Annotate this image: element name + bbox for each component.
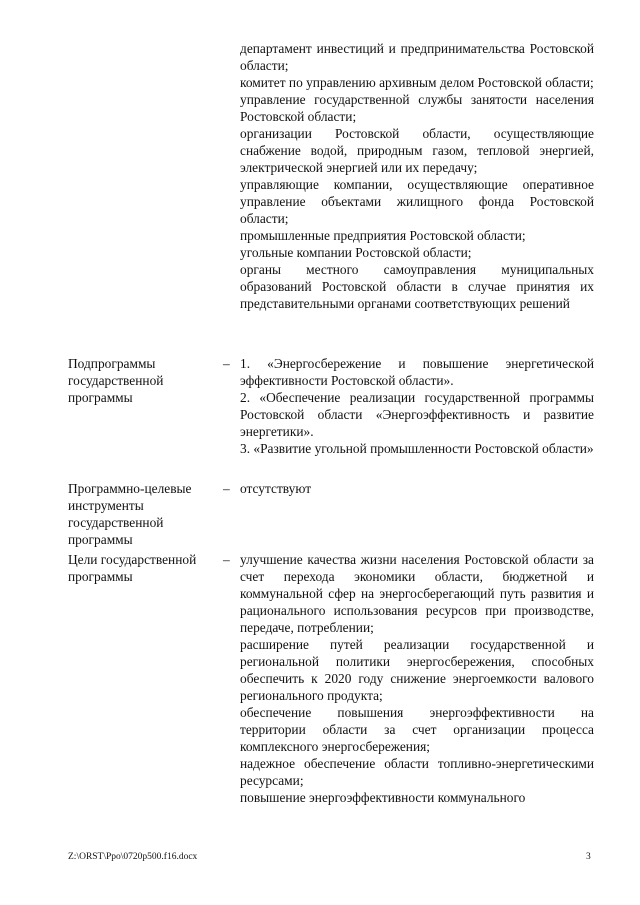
list-item: угольные компании Ростовской области; <box>240 245 472 260</box>
participants-list <box>240 40 594 312</box>
list-item: улучшение качества жизни населения Ростовской области за счет перехода экономики области, бюджетной и коммунальной сфер на энергосберегающий путь развития и рационального использования ресурсов при производстве, передаче, потреблении; <box>240 552 594 635</box>
instruments-text: отсутствуют <box>240 481 312 496</box>
list-item: обеспечение повышения энергоэффективности на территории области за счет организации процесса комплексного энергосбережения; <box>240 705 594 754</box>
instruments-label: Программно-целевые инструменты государственной программы <box>68 481 192 547</box>
subprograms-label: Подпрограммы государственной программы <box>68 356 164 405</box>
footer-file-path: Z:\ORST\Ppo\0720p500.f16.docx <box>68 852 198 862</box>
dash: – <box>223 356 230 371</box>
list-item: повышение энергоэффективности коммунального <box>240 790 526 805</box>
list-item: комитет по управлению архивным делом Ростовской области; <box>240 75 594 90</box>
list-item: органы местного самоуправления муниципальных образований Ростовской области в случае принятия их представительными органами соответствующих решений <box>240 262 594 311</box>
list-item: управляющие компании, осуществляющие оперативное управление объектами жилищного фонда Ростовской области; <box>240 177 594 226</box>
list-item: управление государственной службы занятости населения Ростовской области; <box>240 92 594 124</box>
instruments-value <box>240 480 594 497</box>
list-item: надежное обеспечение области топливно-энергетическими ресурсами; <box>240 756 594 788</box>
goals-label: Цели государственной программы <box>68 552 197 584</box>
subprograms-list <box>240 355 594 457</box>
dash: – <box>223 481 230 496</box>
list-item: организации Ростовской области, осуществляющие снабжение водой, природным газом, тепловой энергией, электрической энергией или их передачу; <box>240 126 594 175</box>
list-item: расширение путей реализации государственной и региональной политики энергосбережения, способных обеспечить к 2020 году снижение энергоемкости валового регионального продукта; <box>240 637 594 703</box>
list-item: департамент инвестиций и предпринимательства Ростовской области; <box>240 41 594 73</box>
list-item: промышленные предприятия Ростовской области; <box>240 228 526 243</box>
list-item: 3. «Развитие угольной промышленности Ростовской области» <box>240 441 594 456</box>
list-item: 2. «Обеспечение реализации государственной программы Ростовской области «Энергоэффективность и развитие энергетики». <box>240 390 594 439</box>
list-item: 1. «Энергосбережение и повышение энергетической эффективности Ростовской области». <box>240 356 594 388</box>
goals-list <box>240 551 594 806</box>
dash: – <box>223 552 230 567</box>
page-number: 3 <box>586 852 591 862</box>
